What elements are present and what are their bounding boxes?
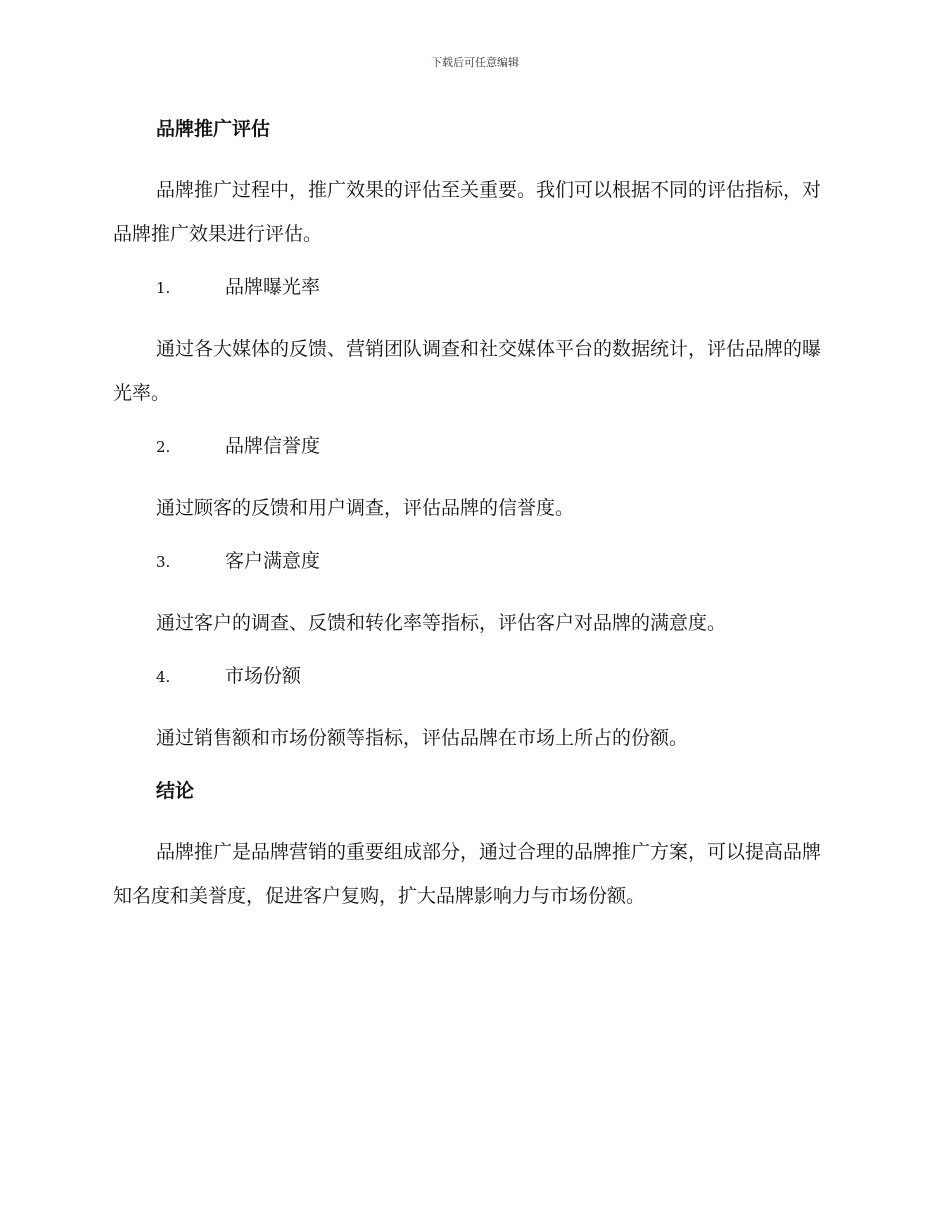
list-number: 1.	[156, 279, 171, 297]
section-title: 品牌推广评估	[156, 118, 271, 140]
list-title: 客户满意度	[225, 550, 321, 572]
list-number: 2.	[156, 438, 171, 456]
list-item-description: 通过各大媒体的反馈、营销团队调查和社交媒体平台的数据统计，评估品牌的曝光率。	[113, 338, 822, 404]
list-item-heading	[113, 544, 833, 579]
list-number: 4.	[156, 668, 171, 686]
list-item-heading	[113, 429, 833, 464]
document-body	[113, 112, 833, 918]
list-item-description: 通过客户的调查、反馈和转化率等指标，评估客户对品牌的满意度。	[156, 612, 727, 634]
list-item-description: 通过顾客的反馈和用户调查，评估品牌的信誉度。	[156, 497, 575, 519]
intro-paragraph: 品牌推广过程中，推广效果的评估至关重要。我们可以根据不同的评估指标，对品牌推广效果进行评估。	[113, 179, 822, 245]
list-item-heading	[113, 659, 833, 694]
list-title: 品牌信誉度	[225, 435, 321, 457]
conclusion-title: 结论	[156, 780, 195, 802]
conclusion-paragraph: 品牌推广是品牌营销的重要组成部分，通过合理的品牌推广方案，可以提高品牌知名度和美誉度，促进客户复购，扩大品牌影响力与市场份额。	[113, 841, 822, 907]
list-title: 品牌曝光率	[225, 276, 321, 298]
list-number: 3.	[156, 553, 171, 571]
page-header: 下载后可任意编辑	[431, 56, 519, 69]
list-title: 市场份额	[225, 665, 302, 687]
list-item-description: 通过销售额和市场份额等指标，评估品牌在市场上所占的份额。	[156, 727, 689, 749]
list-item-heading	[113, 270, 833, 305]
